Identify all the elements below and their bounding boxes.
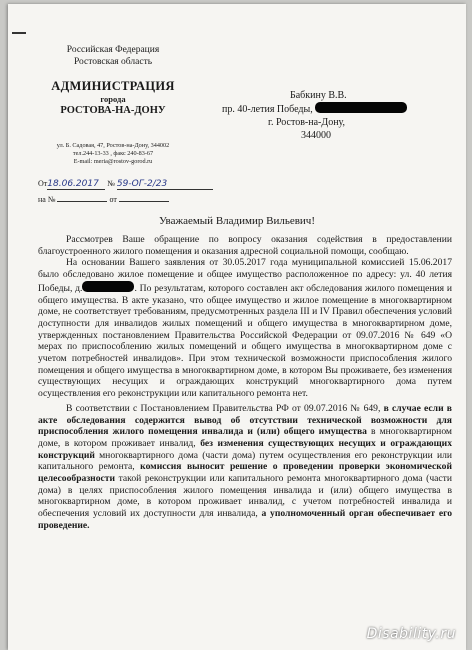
paragraph-2 <box>38 257 452 399</box>
doc-from-prefix: От <box>38 179 48 188</box>
paragraph-3-part-7: такой реконструкции или капитального ремонта многоквартирного дома (части дома) в целях приспособления жилого помещения инвалида и (или) общего имущества в многоквартирном доме, в котором проживает инвалид, с учетом потребностей инвалида и обеспечения условий их доступности для инвалида, <box>38 473 452 520</box>
recipient-name: Бабкину В.В. <box>290 90 347 101</box>
paragraph-3-part-3: в многоквартирном доме, в котором проживает инвалид, <box>38 426 453 449</box>
doc-ref-prefix: на № <box>38 195 56 204</box>
recipient-city: г. Ростов-на-Дону, <box>268 117 346 128</box>
paragraph-2-part-a: На основании Вашего заявления от 30.05.2017 года муниципальной комиссией 15.06.2017 было обследовано жилое помещение и общее имущество расположенное по адресу: ул. 40 летия Победы, д. <box>38 257 452 294</box>
doc-meta-date-line <box>38 179 213 190</box>
doc-date: 18.06.2017 <box>47 179 99 189</box>
letterhead <box>38 44 188 117</box>
paragraph-1: Рассмотрев Ваше обращение по вопросу оказания содействия в предоставлении благоустроенного жилого помещения и оказания адресной социальной помощи, сообщаю. <box>38 234 452 257</box>
letterhead-email: E-mail: meria@rostov-gorod.ru <box>73 158 153 165</box>
recipient-block <box>222 89 422 142</box>
watermark: Disability.ru <box>366 626 456 642</box>
doc-number: 59-ОГ-2/23 <box>116 179 168 189</box>
paragraph-3-part-6: комиссия выносит решение о проведении проверки экономической целесообразности <box>38 461 452 485</box>
letterhead-country: Российская Федерация <box>66 45 160 55</box>
recipient-street: пр. 40-летия Победы, <box>222 104 313 115</box>
letterhead-city-prefix: города <box>100 94 126 104</box>
paragraph-3-part-1: В соответствии с Постановлением Правительства РФ от 09.07.2016 № 649, <box>66 402 381 414</box>
recipient-street-line <box>222 102 422 116</box>
salutation: Уважаемый Владимир Вильевич! <box>158 215 315 227</box>
doc-ref-number-field <box>57 201 107 202</box>
redaction-mark <box>82 281 134 292</box>
letterhead-contacts <box>38 142 188 166</box>
paragraph-3-part-5: многоквартирного дома (части дома) путем осуществления его реконструкции или капитального ремонта, <box>38 449 452 473</box>
redaction-mark <box>315 102 407 113</box>
doc-no-label: № <box>107 179 115 188</box>
recipient-zip: 344000 <box>301 130 331 141</box>
doc-ref-date-field <box>119 201 169 202</box>
doc-number-field <box>117 179 213 190</box>
letterhead-address: ул. Б. Садовая, 47, Ростов-на-Дону, 344002 <box>56 142 170 149</box>
letter-page <box>8 4 466 650</box>
letterhead-phone: тел.244-13-33 , факс 240-83-67 <box>72 150 154 157</box>
paragraph-3-part-8: а уполномоченный орган обеспечивает его проведение. <box>38 508 452 531</box>
doc-ref-from: от <box>109 195 117 204</box>
letterhead-region: Ростовская область <box>73 57 153 67</box>
paragraph-3-part-4: без изменения существующих несущих и ограждающих конструкций <box>38 437 452 461</box>
letterhead-city: РОСТОВА-НА-ДОНУ <box>60 105 166 116</box>
letterhead-org: АДМИНИСТРАЦИЯ <box>51 79 175 93</box>
doc-date-field <box>47 179 105 190</box>
doc-meta-ref-line <box>38 195 169 204</box>
paragraph-3 <box>38 403 452 532</box>
page-mark <box>12 32 26 34</box>
paragraph-3-part-2: в случае если в акте обследования содержится вывод об отсутствии технической возможности для приспособления жилого помещения инвалида и (или) общего имущества <box>38 402 452 438</box>
paragraph-2-part-b: . По результатам, которого составлен акт обследования жилого помещения и общего имущества. В акте указано, что общее имущество и жилое помещение в многоквартирном доме, не соответствует требованиям, предусмотренных раздела III и IV Правил обеспечения условий доступности для инвалидов жилых помещений и общего имущества в многоквартирном доме, утвержденных постановлением Правительства Российской Федерации от 09.07.2016 № 649 «О мерах по приспособлению жилых помещений и общего имущества в многоквартирном доме с учетом потребностей инвалидов». При этом технической возможности приспособления жилого помещения и общего имущества в многоквартирном доме, в котором Вы проживаете, без изменения существующих несущих и ограждающих конструкций многоквартирного дома путем осуществления его реконструкции или капитального ремонта нет. <box>38 282 452 400</box>
letter-body <box>38 234 452 532</box>
